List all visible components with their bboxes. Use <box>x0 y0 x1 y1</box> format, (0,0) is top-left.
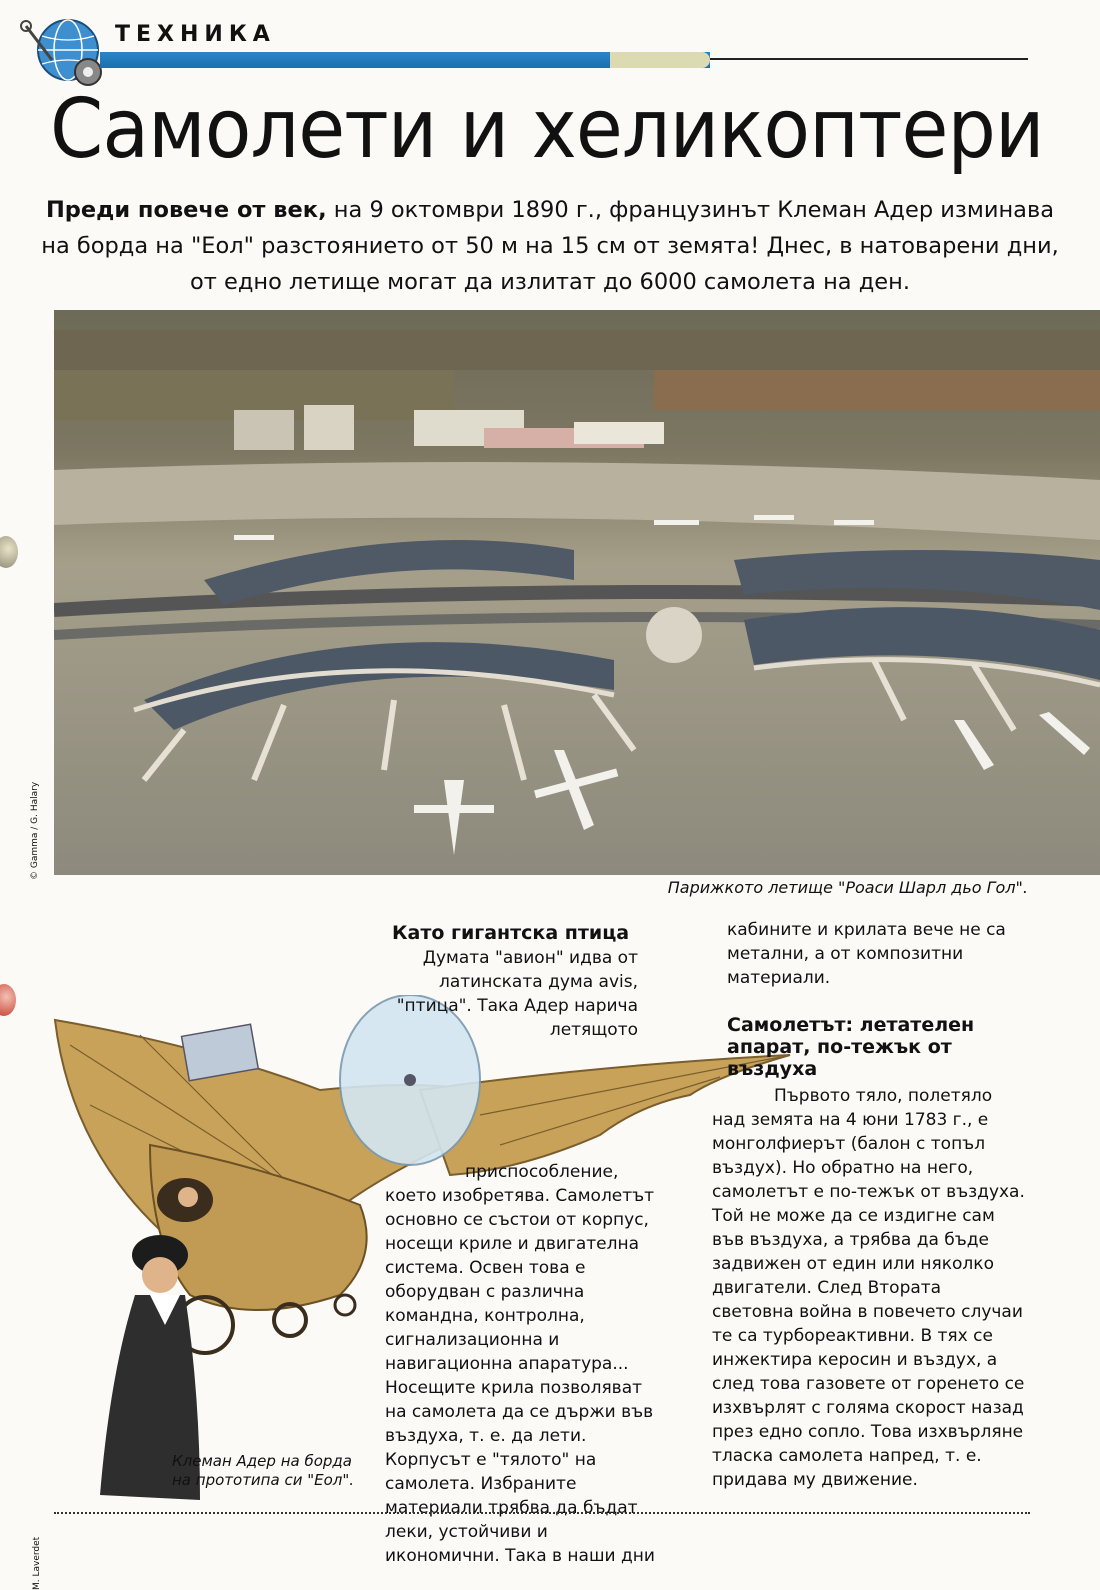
bird-text-a: Думата "авион" идва от латинската дума avis, "птица". Така Адер нарича летящото <box>396 948 638 1040</box>
intro-rest: на 9 октомври 1890 г., французинът Клеман Адер изминава на борда на "Еол" разстоянието от 50 м на 15 см от земята! Днес, в натоварени дни, от едно летище могат да излитат до 6000 самолета на ден. <box>41 197 1059 295</box>
section-label: ТЕХНИКА <box>115 22 276 47</box>
airport-aerial-photo <box>54 310 1100 875</box>
plane-text-a: кабините и крилата вече не са метални, а от композитни материали. <box>727 920 1006 988</box>
section-heading-plane: Самолетът: летателен апарат, по-тежък от въздуха <box>727 1014 975 1080</box>
page-title: Самолети и хеликоптери <box>50 82 1044 177</box>
section-heading-bird: Като гигантска птица <box>392 922 630 944</box>
photo-caption: Парижкото летище "Роаси Шарл дьо Гол". <box>667 878 1028 897</box>
header-bar-tail <box>610 52 710 68</box>
binder-hole-top <box>0 536 18 568</box>
bottom-rule <box>54 1512 1030 1514</box>
bird-text-b: приспособление, което изобретява. Самолетът основно се състои от корпус, носещи криле и двигателна система. Освен това е оборудван с различна командна, контролна, сигнализационна и навигационна апаратура... Носещите крила позволяват на самолета да се държи във въздуха, т. е. да лети. Корпусът е "тялото" на самолета. Избраните материали трябва да бъдат леки, устойчиви и икономични. Така в наши дни <box>385 1162 655 1566</box>
illustration-credit: M. Laverdet <box>32 1536 42 1590</box>
photo-credit: © Gamma / G. Halary <box>30 781 40 880</box>
intro-paragraph <box>40 192 1060 300</box>
illustration-caption: Клеман Адер на борда на прототипа си "Еол". <box>172 1452 355 1489</box>
plane-text-b: Първото тяло, полетяло над земята на 4 юни 1783 г., е монголфиерът (балон с топъл въздух). Но обратно на него, самолетът е по-тежък от въздуха. Той не може да се издигне сам във въздуха, а трябва да бъде задвижен от един или няколко двигатели. След Втората световна война в повечето случаи те са турбореактивни. В тях се инжектира керосин и въздух, а след това газовете от горенето се изхвърлят с голяма скорост назад през едно сопло. Това изхвърляне тласка самолета напред, т. е. придава му движение. <box>712 1086 1025 1490</box>
header-rule <box>710 58 1028 60</box>
intro-lead: Преди повече от век, <box>45 197 327 223</box>
